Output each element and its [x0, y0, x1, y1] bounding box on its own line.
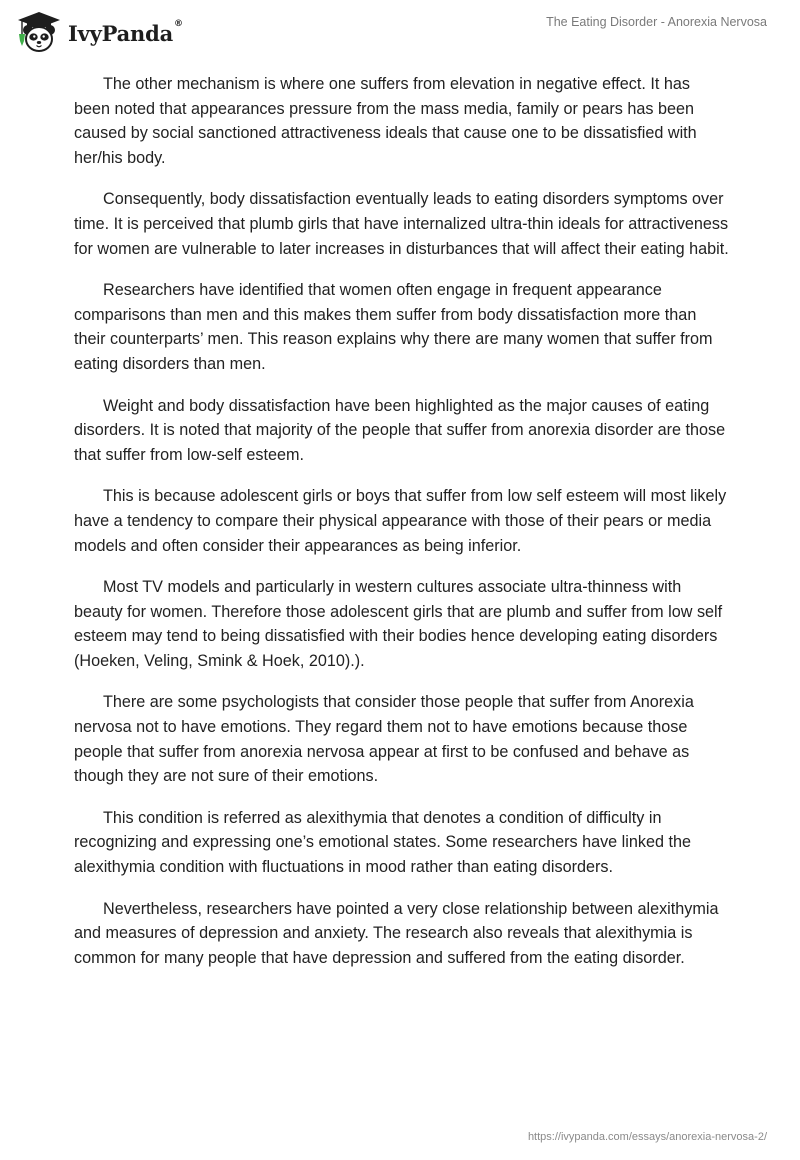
paragraph: This is because adolescent girls or boys that suffer from low self esteem will most likely have a tendency to compare their physical appearance with those of their pears or media models and often consider their appearances as being inferior.	[74, 487, 727, 555]
page-header	[0, 0, 800, 64]
paragraph: Nevertheless, researchers have pointed a very close relationship between alexithymia and measures of depression and anxiety. The research also reveals that alexithymia is common for many people that have depression and suffered from the eating disorder.	[74, 899, 719, 967]
registered-mark: ®	[174, 18, 183, 29]
essay-body	[74, 72, 730, 987]
paragraph: Consequently, body dissatisfaction eventually leads to eating disorders symptoms over time. It is perceived that plumb girls that have internalized ultra-thin ideals for attractiveness for women are vulnerable to later increases in disturbances that will affect their eating habit.	[74, 190, 729, 258]
paragraph: This condition is referred as alexithymia that denotes a condition of difficulty in recognizing and expressing one’s emotional states. Some researchers have linked the alexithymia condition with fluctuations in mood rather than eating disorders.	[74, 808, 691, 877]
paragraph: Most TV models and particularly in western cultures associate ultra-thinness with beauty for women. Therefore those adolescent girls that are plumb and suffer from low self esteem may tend to being dissatisfied with their bodies hence developing eating disorders (Hoeken, Veling, Smink & Hoek, 2010).).	[74, 578, 723, 670]
paragraph: There are some psychologists that consider those people that suffer from Anorexia nervosa not to have emotions. They regard them not to have emotions because those people that suffer from anorexia nervosa appear at first to be confused and behave as though they are not sure of their emotions.	[74, 693, 694, 786]
paragraph: Researchers have identified that women often engage in frequent appearance comparisons than men and this makes them suffer from body dissatisfaction more than their counterparts’ men. This reason explains why there are many women that suffer from eating disorders than men.	[74, 281, 713, 373]
brand-logo[interactable]	[14, 10, 183, 54]
paragraph: Weight and body dissatisfaction have been highlighted as the major causes of eating disorders. It is noted that majority of the people that suffer from anorexia disorder are those that suffer from low-self esteem.	[74, 396, 726, 464]
source-url[interactable]: https://ivypanda.com/essays/anorexia-nervosa-2/	[527, 1131, 767, 1143]
panda-graduate-icon	[14, 10, 64, 54]
document-title: The Eating Disorder - Anorexia Nervosa	[546, 15, 767, 29]
paragraph: The other mechanism is where one suffers from elevation in negative effect. It has been noted that appearances pressure from the mass media, family or pears has been caused by social sanctioned attractiveness ideals that cause one to be dissatisfied with her/his body.	[74, 75, 697, 167]
brand-name: IvyPanda®	[68, 18, 183, 46]
